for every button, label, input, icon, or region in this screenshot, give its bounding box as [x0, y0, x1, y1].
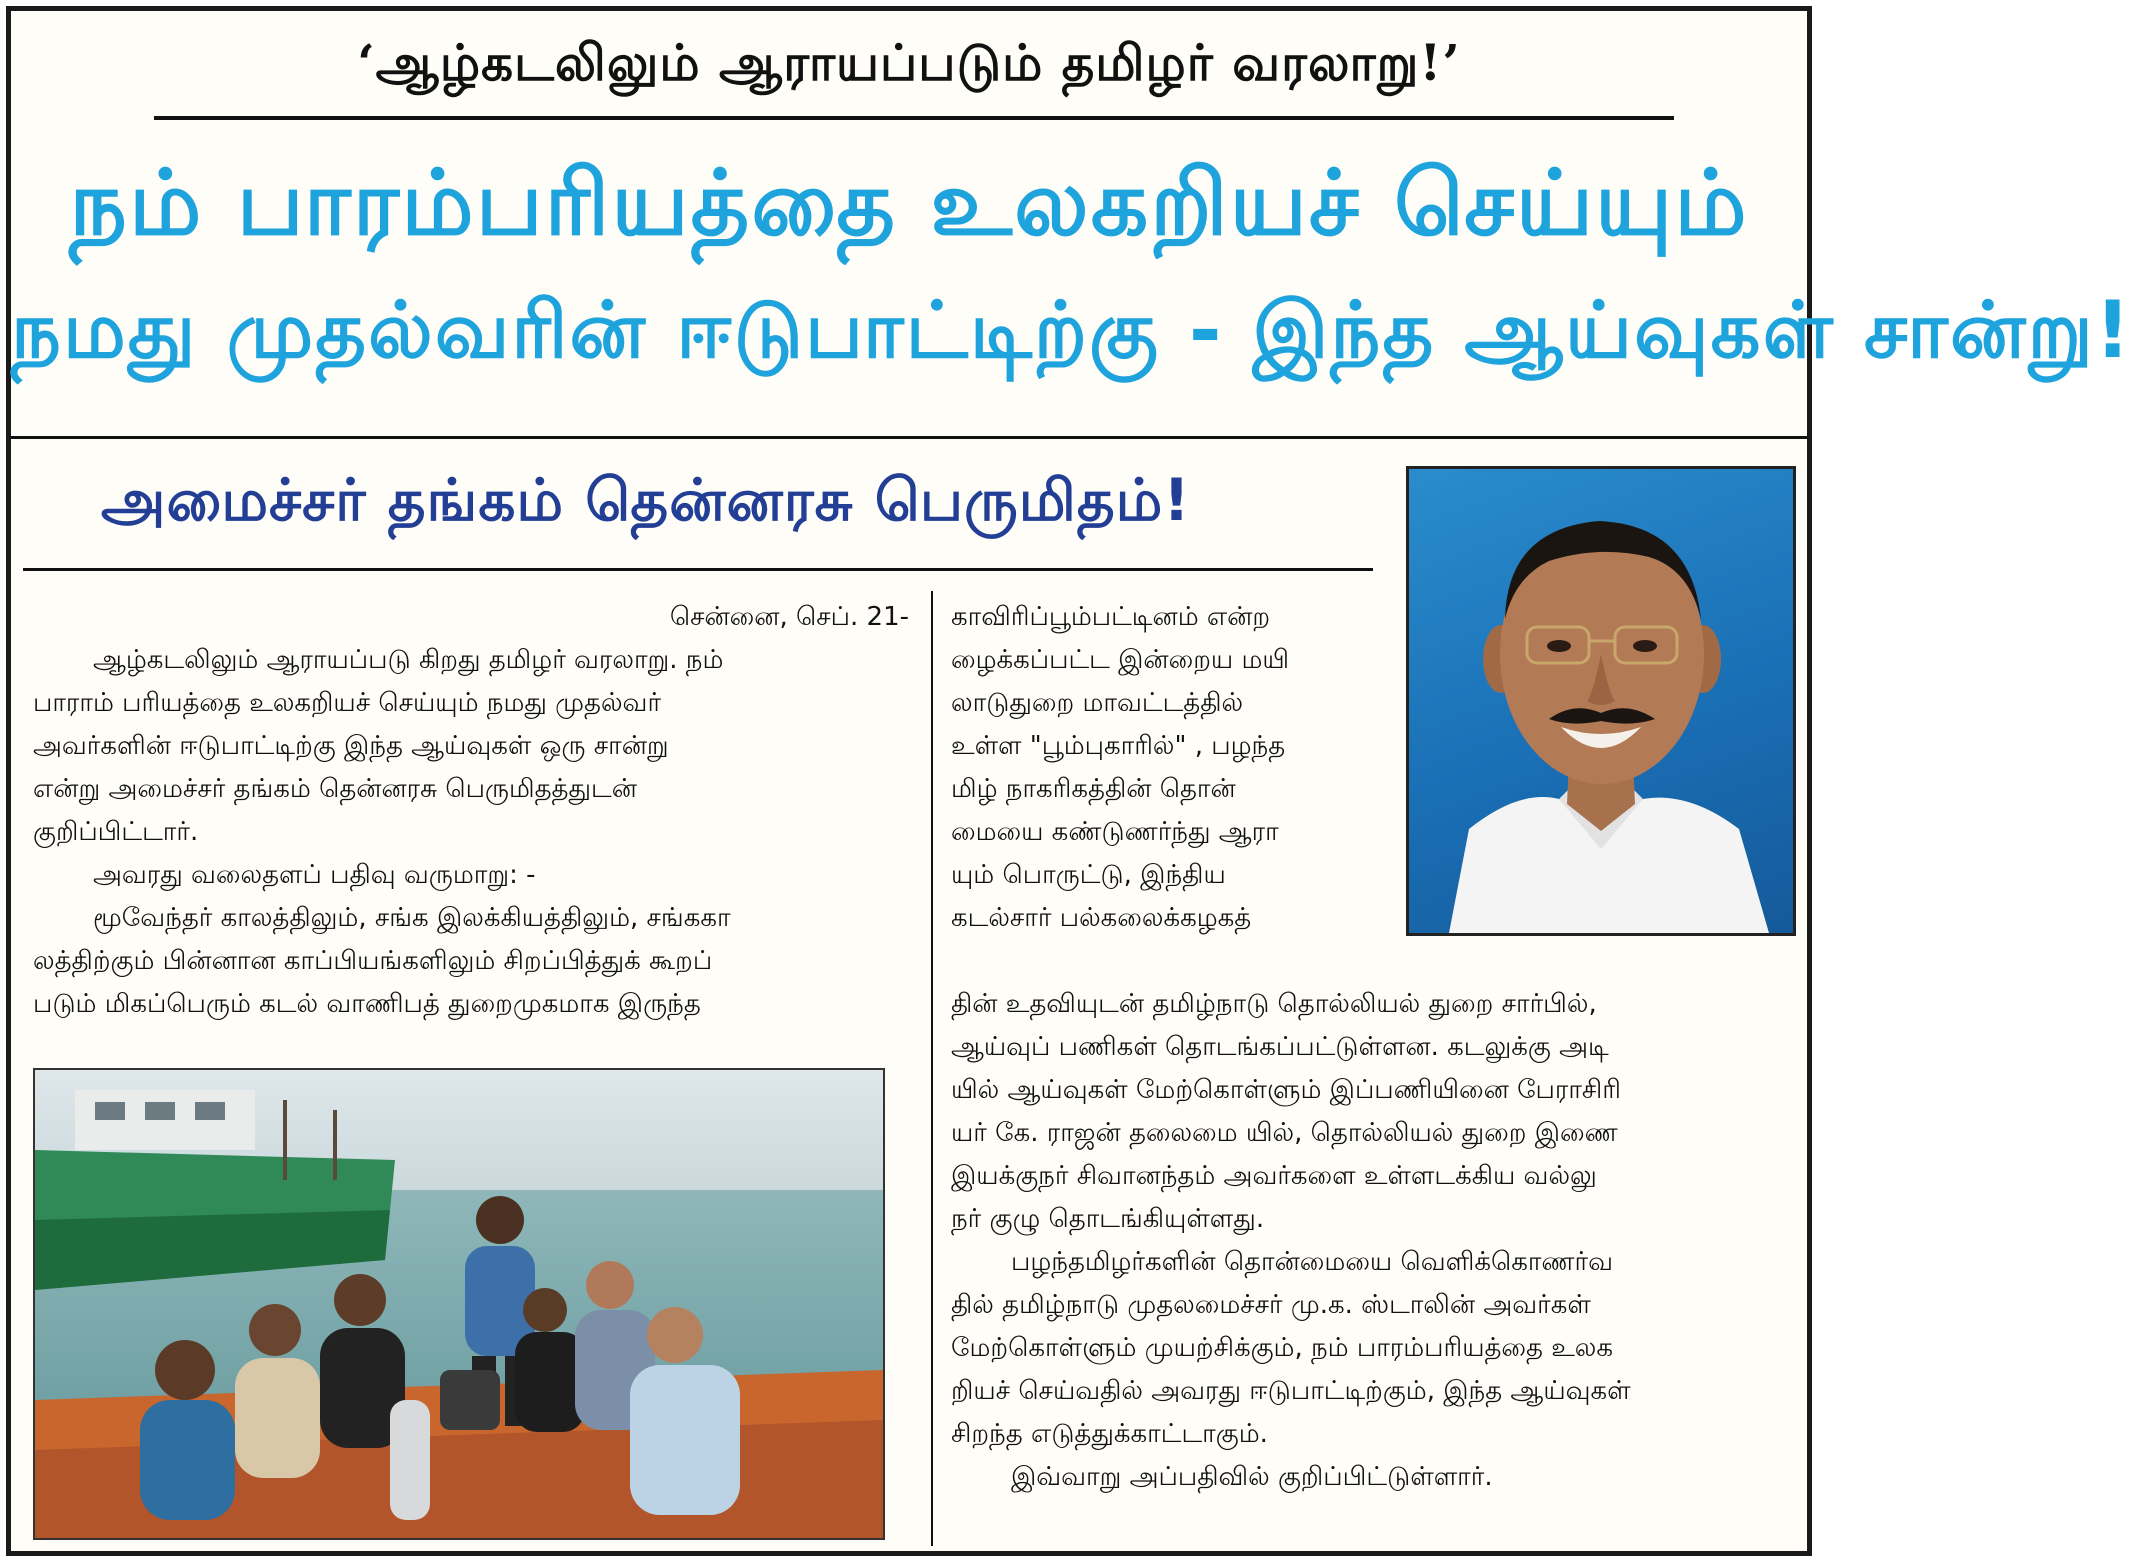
article-column-right-narrow [951, 596, 1391, 940]
article-line: ழைக்கப்பட்ட இன்றைய மயி [951, 645, 1290, 675]
article-line: இயக்குநர் சிவானந்தம் அவர்களை உள்ளடக்கிய வல்லு [951, 1161, 1597, 1191]
article-line: அவர்களின் ஈடுபாட்டிற்கு இந்த ஆய்வுகள் ஒரு சான்று [33, 731, 669, 761]
article-line: மிழ் நாகரிகத்தின் தொன் [951, 774, 1236, 804]
article-column-right-wide [951, 983, 1801, 1499]
column-divider [931, 591, 933, 1546]
article-line: என்று அமைச்சர் தங்கம் தென்னரசு பெருமிதத்துடன் [33, 774, 637, 804]
article-column-left [33, 596, 909, 1026]
newspaper-clipping [6, 6, 2132, 1556]
article-line: சிறந்த எடுத்துக்காட்டாகும். [951, 1419, 1268, 1449]
minister-portrait [1406, 466, 1796, 936]
article-line: உள்ள "பூம்புகாரில்" , பழந்த [951, 731, 1286, 761]
section-divider [11, 436, 1807, 439]
article-line: குறிப்பிட்டார். [33, 817, 199, 847]
article-line: ஆய்வுப் பணிகள் தொடங்கப்பட்டுள்ளன. கடலுக்கு அடி [951, 1032, 1609, 1062]
article-line: அவரது வலைதளப் பதிவு வருமாறு: - [93, 860, 536, 890]
article-line: படும் மிகப்பெரும் கடல் வாணிபத் துறைமுகமாக இருந்த [33, 989, 701, 1019]
article-line: லத்திற்கும் பின்னான காப்பியங்களிலும் சிறப்பித்துக் கூறப் [33, 946, 713, 976]
article-line: தின் உதவியுடன் தமிழ்நாடு தொல்லியல் துறை சார்பில், [951, 989, 1597, 1019]
dive-team-photo [33, 1068, 885, 1540]
article-line: மூவேந்தர் காலத்திலும், சங்க இலக்கியத்திலும், சங்ககா [93, 903, 731, 933]
subheadline: அமைச்சர் தங்கம் தென்னரசு பெருமிதம்! [101, 466, 1191, 534]
article-line: லாடுதுறை மாவட்டத்தில் [951, 688, 1244, 718]
article-line: மையை கண்டுணர்ந்து ஆரா [951, 817, 1279, 847]
article-line: யர் கே. ராஜன் தலைமை யில், தொல்லியல் துறை இணை [951, 1118, 1618, 1148]
article-line: மேற்கொள்ளும் முயற்சிக்கும், நம் பாரம்பரியத்தை உலக [951, 1333, 1614, 1363]
dateline: சென்னை, செப். 21- [669, 602, 909, 632]
article-line: இவ்வாறு அப்பதிவில் குறிப்பிட்டுள்ளார். [1011, 1462, 1493, 1492]
article-line: யும் பொருட்டு, இந்திய [951, 860, 1226, 890]
article-line: நர் குழு தொடங்கியுள்ளது. [951, 1204, 1265, 1234]
article-line: றியச் செய்வதில் அவரது ஈடுபாட்டிற்கும், இந்த ஆய்வுகள் [951, 1376, 1631, 1406]
article-line: பழந்தமிழர்களின் தொன்மையை வெளிக்கொணர்வ [1011, 1247, 1613, 1277]
main-headline-line1: நம் பாரம்பரியத்தை உலகறியச் செய்யும் [69, 151, 1749, 256]
article-line: ஆழ்கடலிலும் ஆராயப்படு கிறது தமிழர் வரலாறு. நம் [93, 645, 724, 675]
article-line: பாராம் பரியத்தை உலகறியச் செய்யும் நமது முதல்வர் [33, 688, 662, 718]
kicker-headline: ‘ஆழ்கடலிலும் ஆராயப்படும் தமிழர் வரலாறு!’ [357, 33, 1461, 92]
article-line: கடல்சார் பல்கலைக்கழகத் [951, 903, 1252, 933]
article-line: காவிரிப்பூம்பட்டினம் என்ற [951, 602, 1271, 632]
main-headline-line2: நமது முதல்வரின் ஈடுபாட்டிற்கு - இந்த ஆய்வுகள் சான்று! [11, 286, 2132, 376]
article-line: யில் ஆய்வுகள் மேற்கொள்ளும் இப்பணியினை பேராசிரி [951, 1075, 1621, 1105]
subheadline-rule [23, 568, 1373, 571]
article-line: தில் தமிழ்நாடு முதலமைச்சர் மு.க. ஸ்டாலின் அவர்கள் [951, 1290, 1591, 1320]
kicker-underline [154, 116, 1674, 120]
